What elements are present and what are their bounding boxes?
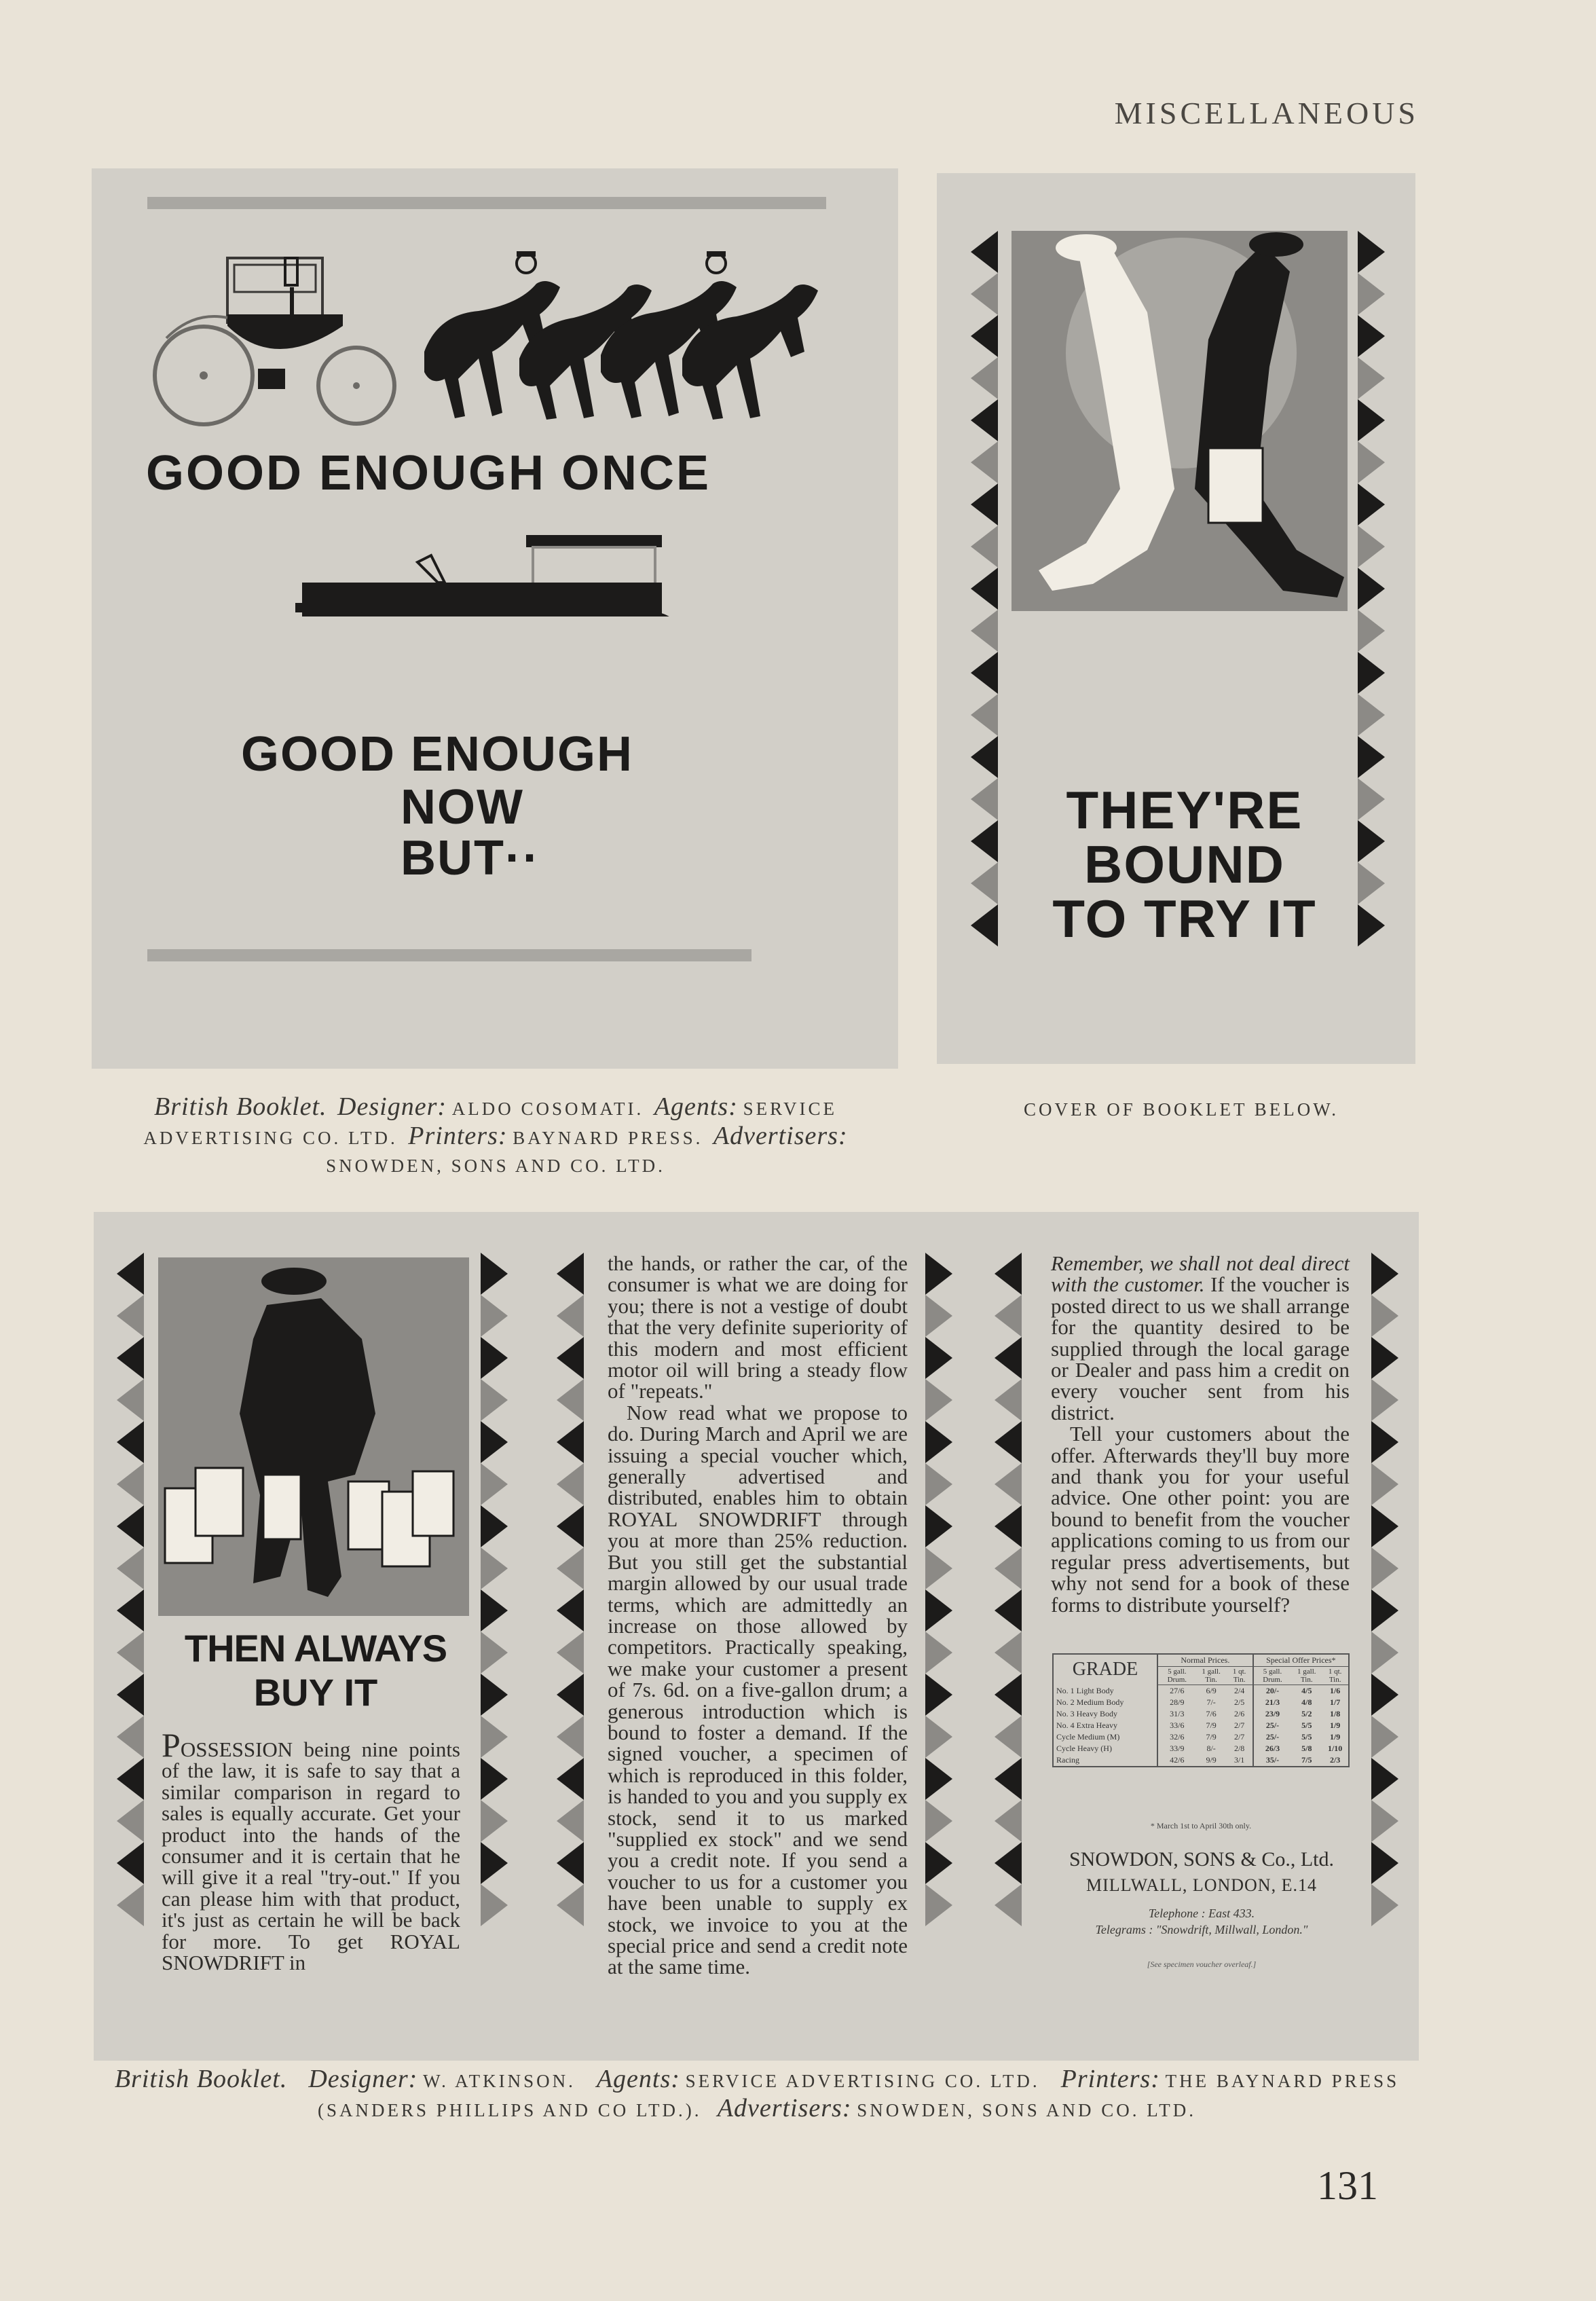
zigzag-triangle bbox=[117, 1505, 144, 1547]
zigzag-triangle bbox=[925, 1884, 952, 1926]
price-table bbox=[1052, 1653, 1350, 1767]
zigzag-triangle bbox=[1371, 1463, 1398, 1505]
bottom-rule bbox=[147, 949, 751, 961]
table-price-cell: 2/5 bbox=[1227, 1697, 1253, 1708]
zigzag-triangle bbox=[971, 568, 998, 610]
zigzag-triangle bbox=[995, 1253, 1022, 1295]
zigzag-triangle bbox=[557, 1800, 584, 1842]
table-grade-cell: No. 3 Heavy Body bbox=[1053, 1708, 1157, 1720]
zigzag-border-panel3-left bbox=[995, 1253, 1026, 1966]
zigzag-triangle bbox=[925, 1505, 952, 1547]
table-subheader-cell: 5 gall. Drum. bbox=[1157, 1667, 1196, 1685]
table-price-cell: 1/10 bbox=[1327, 1744, 1343, 1753]
zigzag-triangle bbox=[557, 1463, 584, 1505]
table-subheader-cell: 5 gall. Drum. bbox=[1253, 1667, 1292, 1685]
company-address: MILLWALL, LONDON, E.14 bbox=[1086, 1875, 1317, 1895]
zigzag-triangle bbox=[995, 1337, 1022, 1379]
zigzag-triangle bbox=[117, 1716, 144, 1758]
table-price-cell: 5/5 bbox=[1301, 1732, 1312, 1742]
zigzag-triangle bbox=[971, 778, 998, 820]
table-price-cell: 7/9 bbox=[1206, 1732, 1217, 1742]
table-row bbox=[1053, 1685, 1349, 1697]
zigzag-triangle bbox=[995, 1421, 1022, 1463]
zigzag-triangle bbox=[971, 399, 998, 441]
poster-line-good-enough-once: GOOD ENOUGH ONCE bbox=[146, 446, 711, 500]
zigzag-triangle bbox=[481, 1674, 508, 1716]
table-price-cell: 23/9 bbox=[1265, 1709, 1280, 1718]
poster-line-good-enough: GOOD ENOUGH bbox=[241, 727, 634, 781]
booklet-left-body-text: OSSESSION being nine points of the law, it is safe to say that a similar comparison in regard to sales is equally accurate. Get your product into the hands of the consumer and it is certain that he will give it a real "try-out." If you can please him with that product, it's just as certain he will be back for more. To get ROYAL SNOWDRIFT in bbox=[162, 1737, 460, 1975]
zigzag-triangle bbox=[971, 483, 998, 526]
booklet-headline-then-always: THEN ALWAYS bbox=[184, 1627, 447, 1670]
zigzag-triangle bbox=[481, 1547, 508, 1589]
zigzag-triangle bbox=[995, 1505, 1022, 1547]
table-price-cell: 7/5 bbox=[1301, 1755, 1312, 1765]
zigzag-triangle bbox=[481, 1800, 508, 1842]
zigzag-triangle bbox=[971, 357, 998, 399]
zigzag-triangle bbox=[971, 652, 998, 694]
table-price-cell: 26/3 bbox=[1265, 1744, 1280, 1753]
poster-line-now: NOW bbox=[401, 780, 524, 834]
zigzag-triangle bbox=[557, 1632, 584, 1674]
cover-line-to-try-it: TO TRY IT bbox=[1052, 889, 1317, 949]
zigzag-border-panel1-right bbox=[481, 1253, 512, 1966]
zigzag-triangle bbox=[481, 1758, 508, 1800]
table-price-cell: 1/8 bbox=[1329, 1709, 1341, 1718]
zigzag-triangle bbox=[481, 1463, 508, 1505]
zigzag-triangle bbox=[557, 1337, 584, 1379]
coach-and-horses-illustration bbox=[139, 250, 838, 616]
zigzag-triangle bbox=[117, 1589, 144, 1632]
zigzag-triangle bbox=[117, 1295, 144, 1337]
table-body bbox=[1053, 1685, 1349, 1767]
table-price-cell: 1/6 bbox=[1329, 1686, 1341, 1695]
zigzag-triangle bbox=[1371, 1295, 1398, 1337]
table-row bbox=[1053, 1731, 1349, 1743]
zigzag-triangle bbox=[557, 1505, 584, 1547]
table-price-cell: 6/9 bbox=[1206, 1686, 1217, 1695]
cover-line-theyre: THEY'RE bbox=[1066, 780, 1303, 840]
zigzag-border-panel2-left bbox=[557, 1253, 588, 1966]
table-price-cell: 7/9 bbox=[1206, 1720, 1217, 1730]
zigzag-triangle bbox=[557, 1589, 584, 1632]
table-price-cell: 1/9 bbox=[1329, 1720, 1341, 1730]
table-price-cell: 27/6 bbox=[1170, 1686, 1185, 1695]
zigzag-triangle bbox=[557, 1253, 584, 1295]
zigzag-triangle bbox=[971, 526, 998, 568]
table-price-cell: 28/9 bbox=[1170, 1697, 1185, 1707]
zigzag-triangle bbox=[1371, 1674, 1398, 1716]
running-head: MISCELLANEOUS bbox=[1114, 96, 1419, 130]
zigzag-triangle bbox=[557, 1295, 584, 1337]
zigzag-triangle bbox=[995, 1379, 1022, 1421]
walking-men-illustration bbox=[1012, 231, 1348, 611]
zigzag-triangle bbox=[117, 1379, 144, 1421]
zigzag-triangle bbox=[1358, 568, 1385, 610]
zigzag-triangle bbox=[971, 231, 998, 273]
zigzag-triangle bbox=[117, 1337, 144, 1379]
table-price-cell: 33/6 bbox=[1170, 1720, 1185, 1730]
caption-top-right: COVER OF BOOKLET BELOW. bbox=[1023, 1099, 1339, 1120]
zigzag-triangle bbox=[995, 1674, 1022, 1716]
zigzag-triangle bbox=[971, 273, 998, 315]
zigzag-triangle bbox=[971, 610, 998, 652]
zigzag-triangle bbox=[117, 1758, 144, 1800]
table-price-cell: 2/4 bbox=[1227, 1685, 1253, 1697]
zigzag-border-panel1-left bbox=[117, 1253, 148, 1966]
zigzag-triangle bbox=[117, 1674, 144, 1716]
booklet-right-para1 bbox=[1051, 1253, 1350, 1423]
table-grade-cell: Racing bbox=[1053, 1754, 1157, 1767]
zigzag-border-panel2-right bbox=[925, 1253, 957, 1966]
poster-good-enough bbox=[92, 168, 898, 1069]
table-price-cell: 7/6 bbox=[1206, 1709, 1217, 1718]
zigzag-triangle bbox=[557, 1379, 584, 1421]
zigzag-triangle bbox=[995, 1716, 1022, 1758]
table-grade-cell: No. 4 Extra Heavy bbox=[1053, 1720, 1157, 1731]
zigzag-triangle bbox=[925, 1463, 952, 1505]
table-price-cell: 3/1 bbox=[1227, 1754, 1253, 1767]
zigzag-triangle bbox=[557, 1421, 584, 1463]
zigzag-triangle bbox=[925, 1589, 952, 1632]
zigzag-triangle bbox=[117, 1463, 144, 1505]
zigzag-triangle bbox=[1358, 483, 1385, 526]
zigzag-triangle bbox=[925, 1379, 952, 1421]
booklet-right-para1-italic: Remember, we shall not deal direct with the customer. bbox=[1051, 1251, 1350, 1297]
zigzag-triangle bbox=[995, 1632, 1022, 1674]
table-price-cell: 5/5 bbox=[1301, 1720, 1312, 1730]
zigzag-triangle bbox=[117, 1800, 144, 1842]
zigzag-triangle bbox=[1358, 231, 1385, 273]
zigzag-triangle bbox=[117, 1884, 144, 1926]
table-footnote: * March 1st to April 30th only. bbox=[1150, 1821, 1252, 1830]
drop-cap: P bbox=[162, 1726, 181, 1764]
cover-line-bound: BOUND bbox=[1084, 834, 1285, 894]
company-telegrams: Telegrams : "Snowdrift, Millwall, London." bbox=[1095, 1923, 1308, 1936]
zigzag-triangle bbox=[1358, 652, 1385, 694]
table-grade-header: GRADE bbox=[1053, 1654, 1157, 1685]
zigzag-triangle bbox=[481, 1253, 508, 1295]
zigzag-triangle bbox=[995, 1884, 1022, 1926]
overleaf-note: [See specimen voucher overleaf.] bbox=[1147, 1959, 1257, 1969]
zigzag-triangle bbox=[1371, 1589, 1398, 1632]
table-price-cell: 31/3 bbox=[1170, 1709, 1185, 1718]
table-price-cell: 33/9 bbox=[1170, 1744, 1185, 1753]
zigzag-triangle bbox=[117, 1842, 144, 1884]
zigzag-triangle bbox=[995, 1589, 1022, 1632]
zigzag-triangle bbox=[481, 1337, 508, 1379]
table-price-cell: 4/8 bbox=[1301, 1697, 1312, 1707]
table-price-cell: 42/6 bbox=[1170, 1755, 1185, 1765]
zigzag-triangle bbox=[1371, 1505, 1398, 1547]
zigzag-triangle bbox=[117, 1421, 144, 1463]
zigzag-triangle bbox=[971, 904, 998, 946]
zigzag-triangle bbox=[557, 1716, 584, 1758]
man-with-boxes-illustration bbox=[158, 1257, 469, 1616]
zigzag-triangle bbox=[481, 1632, 508, 1674]
table-row bbox=[1053, 1708, 1349, 1720]
zigzag-triangle bbox=[925, 1253, 952, 1295]
table-grade-cell: Cycle Medium (M) bbox=[1053, 1731, 1157, 1743]
table-price-cell: 5/2 bbox=[1301, 1709, 1312, 1718]
zigzag-triangle bbox=[1358, 357, 1385, 399]
zigzag-triangle bbox=[1358, 610, 1385, 652]
zigzag-triangle bbox=[481, 1505, 508, 1547]
zigzag-triangle bbox=[1371, 1884, 1398, 1926]
booklet-cover bbox=[937, 173, 1415, 1064]
zigzag-triangle bbox=[971, 441, 998, 483]
table-price-cell: 20/- bbox=[1265, 1686, 1280, 1695]
table-price-cell: 35/- bbox=[1265, 1755, 1280, 1765]
zigzag-triangle bbox=[925, 1800, 952, 1842]
zigzag-triangle bbox=[1371, 1632, 1398, 1674]
table-price-cell: 8/- bbox=[1206, 1744, 1216, 1753]
zigzag-triangle bbox=[971, 862, 998, 904]
booklet-right-text bbox=[1051, 1253, 1350, 1615]
zigzag-triangle bbox=[925, 1421, 952, 1463]
zigzag-triangle bbox=[1371, 1842, 1398, 1884]
zigzag-triangle bbox=[925, 1758, 952, 1800]
zigzag-triangle bbox=[481, 1589, 508, 1632]
table-price-cell: 1/9 bbox=[1329, 1732, 1341, 1742]
zigzag-triangle bbox=[117, 1253, 144, 1295]
top-rule bbox=[147, 197, 826, 209]
booklet-middle-text bbox=[608, 1253, 908, 1978]
table-price-cell: 2/6 bbox=[1227, 1708, 1253, 1720]
table-row bbox=[1053, 1743, 1349, 1754]
booklet-left-body bbox=[162, 1726, 460, 1975]
zigzag-triangle bbox=[481, 1842, 508, 1884]
zigzag-triangle bbox=[1371, 1253, 1398, 1295]
zigzag-triangle bbox=[925, 1295, 952, 1337]
zigzag-triangle bbox=[1358, 736, 1385, 778]
zigzag-triangle bbox=[1358, 441, 1385, 483]
zigzag-triangle bbox=[925, 1337, 952, 1379]
table-row bbox=[1053, 1697, 1349, 1708]
zigzag-triangle bbox=[1371, 1421, 1398, 1463]
zigzag-triangle bbox=[481, 1295, 508, 1337]
booklet-headline-buy-it: BUY IT bbox=[253, 1671, 378, 1714]
zigzag-triangle bbox=[971, 820, 998, 862]
table-subheader-cell: 1 gall. Tin. bbox=[1196, 1667, 1227, 1685]
zigzag-triangle bbox=[995, 1547, 1022, 1589]
table-price-cell: 7/- bbox=[1206, 1697, 1216, 1707]
zigzag-triangle bbox=[557, 1674, 584, 1716]
zigzag-triangle bbox=[995, 1758, 1022, 1800]
table-price-cell: 2/8 bbox=[1227, 1743, 1253, 1754]
table-price-cell: 9/9 bbox=[1206, 1755, 1217, 1765]
table-subheader-cell: 1 qt. Tin. bbox=[1227, 1667, 1253, 1685]
booklet-middle-para1: the hands, or rather the car, of the consumer is what we are doing for you; there is not a vestige of doubt that the very definite superiority of this modern and most efficient motor oil will bring a steady flow of "repeats." bbox=[608, 1251, 908, 1403]
zigzag-triangle bbox=[995, 1295, 1022, 1337]
zigzag-triangle bbox=[1358, 273, 1385, 315]
zigzag-triangle bbox=[1371, 1716, 1398, 1758]
zigzag-triangle bbox=[1358, 315, 1385, 357]
table-special-prices-header: Special Offer Prices* bbox=[1253, 1654, 1349, 1667]
zigzag-triangle bbox=[971, 315, 998, 357]
zigzag-triangle bbox=[995, 1463, 1022, 1505]
zigzag-triangle bbox=[1358, 399, 1385, 441]
zigzag-triangle bbox=[971, 694, 998, 736]
zigzag-triangle bbox=[481, 1421, 508, 1463]
table-price-cell: 2/7 bbox=[1227, 1731, 1253, 1743]
zigzag-triangle bbox=[117, 1547, 144, 1589]
zigzag-triangle bbox=[1358, 526, 1385, 568]
table-price-cell: 2/7 bbox=[1227, 1720, 1253, 1731]
zigzag-triangle bbox=[481, 1379, 508, 1421]
zigzag-triangle bbox=[481, 1884, 508, 1926]
table-price-cell: 25/- bbox=[1265, 1732, 1280, 1742]
table-price-cell: 21/3 bbox=[1265, 1697, 1280, 1707]
table-row bbox=[1053, 1720, 1349, 1731]
zigzag-triangle bbox=[481, 1716, 508, 1758]
booklet-right-para2: Tell your customers about the offer. Afterwards they'll buy more and thank you for your useful advice. One other point: you are bound to benefit from the voucher applications coming to us from our regular press advertisements, but why not send for a book of these forms to distribute yourself? bbox=[1051, 1422, 1350, 1617]
table-grade-cell: Cycle Heavy (H) bbox=[1053, 1743, 1157, 1754]
zigzag-triangle bbox=[971, 736, 998, 778]
zigzag-triangle bbox=[1371, 1337, 1398, 1379]
zigzag-triangle bbox=[117, 1632, 144, 1674]
table-price-cell: 25/- bbox=[1265, 1720, 1280, 1730]
zigzag-border-panel3-right bbox=[1371, 1253, 1403, 1966]
zigzag-triangle bbox=[1371, 1758, 1398, 1800]
table-price-cell: 5/8 bbox=[1301, 1744, 1312, 1753]
zigzag-triangle bbox=[925, 1842, 952, 1884]
zigzag-triangle bbox=[995, 1800, 1022, 1842]
zigzag-triangle bbox=[925, 1674, 952, 1716]
poster-line-but: BUT·· bbox=[401, 831, 540, 885]
zigzag-triangle bbox=[557, 1547, 584, 1589]
caption-top-left: British Booklet. Designer: ALDO COSOMATI. Agents: SERVICE ADVERTISING CO. LTD. Printers: BAYNARD PRESS. Advertisers: SNOWDEN, SONS AND CO. LTD. bbox=[143, 1092, 848, 1176]
zigzag-triangle bbox=[1371, 1547, 1398, 1589]
table-subheader-cell: 1 gall. Tin. bbox=[1291, 1667, 1322, 1685]
zigzag-triangle bbox=[557, 1758, 584, 1800]
zigzag-triangle bbox=[557, 1842, 584, 1884]
booklet-right-para1-text: If the voucher is posted direct to us we shall arrange for the quantity desired to be supplied through the local garage or Dealer and pass him a credit on every voucher sent from his district. bbox=[1051, 1272, 1350, 1424]
page-number: 131 bbox=[1317, 2163, 1378, 2208]
zigzag-triangle bbox=[1371, 1800, 1398, 1842]
caption-bottom: British Booklet. Designer: W. ATKINSON. Agents: SERVICE ADVERTISING CO. LTD. Printers: THE BAYNARD PRESS (SANDERS PHILLIPS AND CO LTD.). Advertisers: SNOWDEN, SONS AND CO. LTD. bbox=[114, 2065, 1400, 2122]
company-telephone: Telephone : East 433. bbox=[1148, 1907, 1255, 1920]
table-grade-cell: No. 2 Medium Body bbox=[1053, 1697, 1157, 1708]
table-price-cell: 2/3 bbox=[1329, 1755, 1341, 1765]
company-name: SNOWDON, SONS & Co., Ltd. bbox=[1069, 1848, 1335, 1871]
table-price-cell: 1/7 bbox=[1329, 1697, 1341, 1707]
zigzag-triangle bbox=[1358, 694, 1385, 736]
table-price-cell: 32/6 bbox=[1170, 1732, 1185, 1742]
zigzag-triangle bbox=[925, 1716, 952, 1758]
table-subheader-cell: 1 qt. Tin. bbox=[1322, 1667, 1349, 1685]
zigzag-triangle bbox=[995, 1842, 1022, 1884]
table-row bbox=[1053, 1754, 1349, 1767]
table-price-cell: 4/5 bbox=[1301, 1686, 1312, 1695]
zigzag-triangle bbox=[925, 1547, 952, 1589]
table-grade-cell: No. 1 Light Body bbox=[1053, 1685, 1157, 1697]
zigzag-triangle bbox=[925, 1632, 952, 1674]
booklet-middle-para2: Now read what we propose to do. During March and April we are issuing a special voucher which, generally advertised and distributed, enables him to obtain ROYAL SNOWDRIFT through you at more than 25% reduction. But you still get the substantial margin allowed by our usual trade terms, which are admittedly an increase on those allowed by competitors. Practically speaking, we make your customer a present of 7s. 6d. on a five-gallon drum; a generous introduction which is bound to foster a demand. If the signed voucher, a specimen of which is reproduced in this folder, is handed to you and you supply ex stock, send it to us marked "supplied ex stock" and we send you a credit note. If you send a voucher to us for a customer you have been unable to supply ex stock, we invoice to you at the special price and send a credit note at the same time. bbox=[608, 1400, 908, 1979]
zigzag-triangle bbox=[1371, 1379, 1398, 1421]
table-normal-prices-header: Normal Prices. bbox=[1157, 1654, 1253, 1667]
zigzag-triangle bbox=[557, 1884, 584, 1926]
